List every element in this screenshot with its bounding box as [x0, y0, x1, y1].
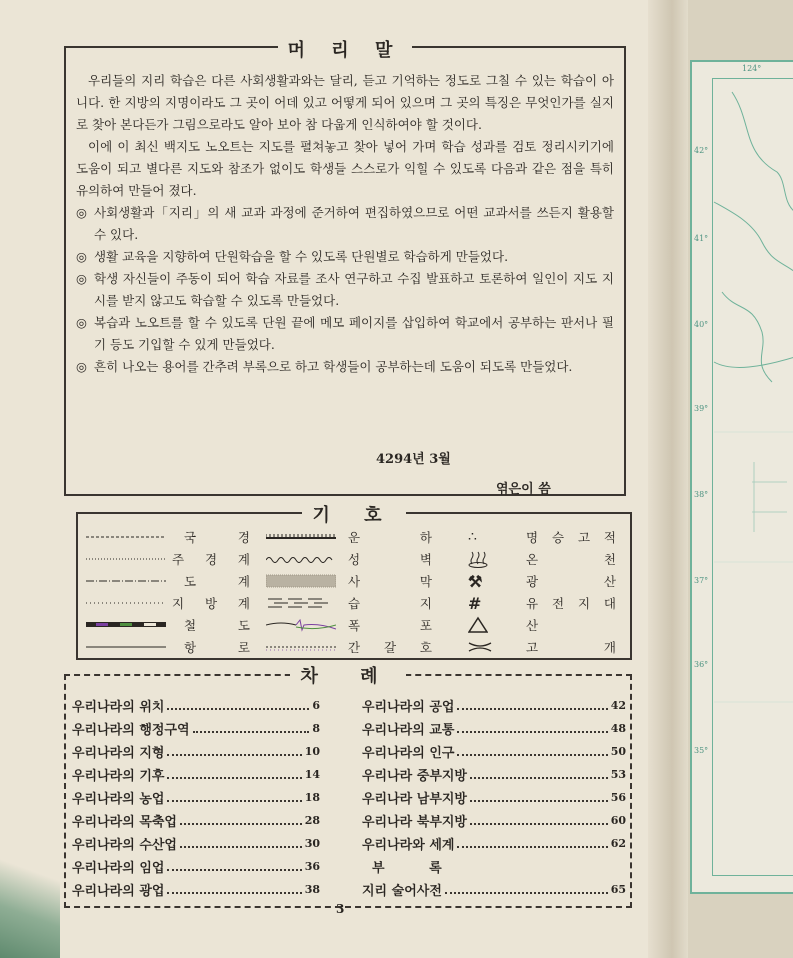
toc-item[interactable]: 우리나라의 목축업 28	[72, 814, 320, 830]
toc-page-number: 56	[610, 791, 626, 804]
bullet-mark-icon: ◎	[76, 271, 87, 286]
map-lat-label: 35°	[694, 746, 709, 755]
map-lon-label: 124°	[742, 64, 762, 73]
province-border-icon	[86, 554, 166, 564]
toc-appendix-heading: 부 록	[372, 861, 462, 876]
map-lat-label: 41°	[694, 234, 709, 243]
pass-icon	[468, 640, 492, 654]
preface-bullet: ◎ 흔히 나오는 용어를 간추려 부록으로 하고 학생들이 공부하는데 도움이 되도록 만들었다.	[76, 356, 614, 378]
legend-label: 습 지	[348, 596, 432, 611]
toc-item[interactable]: 우리나라의 농업 18	[72, 791, 320, 807]
preface-paragraph: 우리들의 지리 학습은 다른 사회생활과와는 달리, 듣고 기억하는 정도로 그칠 수 있는 학습이 아니다. 한 지방의 지명이라도 그 곳이 어데 있고 어떻게 되어 있으며 그 곳의 특징은 무엇인가를 실지로 찾아 본다든가 그림으로라도 알아 보아 참 다웁게 인식하여야 할 것이다.	[76, 73, 614, 132]
toc-item[interactable]: 우리나라의 공업 42	[362, 699, 626, 715]
page-fold	[648, 0, 688, 958]
legend-label: 광 산	[526, 574, 616, 589]
preface-author: 엮은이 씀	[496, 482, 551, 497]
toc-page-number: 30	[304, 837, 320, 850]
hot-spring-icon	[468, 550, 488, 568]
toc-item[interactable]: 우리나라의 기후 14	[72, 768, 320, 784]
toc-page-number: 53	[610, 768, 626, 781]
border-line-icon	[86, 532, 166, 542]
toc-right-column	[362, 694, 626, 901]
preface-bullet: ◎ 사회생활과「지리」의 새 교과 과정에 준거하여 편집하였으므로 어떤 교과서를 쓰든지 활용할 수 있다.	[76, 202, 614, 246]
province-line-icon	[86, 576, 166, 586]
toc-item[interactable]: 우리나라의 지형 10	[72, 745, 320, 761]
oil-field-icon: #	[468, 593, 482, 613]
legend-label: 지 방 계	[172, 596, 250, 611]
legend-label: 온 천	[526, 552, 616, 567]
toc-page-number: 6	[312, 699, 320, 712]
preface-date: 4294년 3월	[376, 452, 451, 467]
waterfall-icon	[266, 618, 336, 632]
toc-item[interactable]: 우리나라와 세계 62	[362, 837, 626, 853]
toc-page-number: 42	[610, 699, 626, 712]
map-lat-label: 38°	[694, 490, 709, 499]
historic-site-icon: ∴	[468, 529, 477, 545]
map-lat-label: 40°	[694, 320, 709, 329]
legend-label: 명 승 고 적	[526, 530, 616, 545]
preface-bullet: ◎ 복습과 노오트를 할 수 있도록 단원 끝에 메모 페이지를 삽입하여 학교에서 공부하는 판서나 필기 등도 기입할 수 있게 만들었다.	[76, 312, 614, 356]
map-lat-label: 37°	[694, 576, 709, 585]
map-lat-label: 36°	[694, 660, 709, 669]
sea-route-icon	[86, 642, 166, 652]
legend-label: 폭 포	[348, 618, 432, 633]
toc-page-number: 14	[304, 768, 320, 781]
toc-page-number: 50	[610, 745, 626, 758]
bullet-mark-icon: ◎	[76, 249, 87, 264]
toc-page-number: 10	[304, 745, 320, 758]
toc-page-number: 36	[304, 860, 320, 873]
map-rivers	[692, 62, 793, 892]
toc-title: 차 례	[290, 666, 405, 687]
legend-label: 항 로	[184, 640, 250, 655]
preface-title: 머 리 말	[278, 40, 413, 61]
toc-item[interactable]: 우리나라의 수산업 30	[72, 837, 320, 853]
legend-title: 기 호	[302, 505, 405, 526]
legend-box	[76, 505, 632, 660]
toc-item[interactable]: 지리 술어사전 65	[362, 883, 626, 899]
map-fragment	[690, 60, 793, 894]
legend-label: 국 경	[184, 530, 250, 545]
bullet-mark-icon: ◎	[76, 359, 87, 374]
canal-icon	[266, 532, 336, 542]
legend-label: 철 도	[184, 618, 250, 633]
toc-item[interactable]: 우리나라의 임업 36	[72, 860, 320, 876]
toc-page-number: 8	[312, 722, 320, 735]
paper-stain	[0, 848, 60, 958]
toc-page-number: 38	[304, 883, 320, 896]
legend-label: 운 하	[348, 530, 432, 545]
preface-paragraph: 이에 이 최신 백지도 노오트는 지도를 펼쳐놓고 찾아 넣어 가며 학습 성과를 검토 정리시키기에 도움이 되고 별다른 지도와 참조가 없이도 학생들 스스로가 익힐 수 있도록 다음과 같은 점을 특히 유의하여 만들어 졌다.	[76, 139, 614, 198]
mine-icon: ⚒	[468, 571, 483, 591]
fortress-wall-icon	[266, 554, 336, 564]
toc-item[interactable]: 우리나라의 행정구역 8	[72, 722, 320, 738]
toc-page-number: 65	[610, 883, 626, 896]
toc-page-number: 18	[304, 791, 320, 804]
bullet-mark-icon: ◎	[76, 205, 87, 220]
dry-lake-icon	[266, 642, 336, 652]
preface-bullet: ◎ 생활 교육을 지향하여 단원학습을 할 수 있도록 단원별로 학습하게 만들었다.	[76, 246, 614, 268]
toc-page-number: 28	[304, 814, 320, 827]
preface-bullet: ◎ 학생 자신들이 주동이 되어 학습 자료를 조사 연구하고 수집 발표하고 토론하여 일인이 지도 지시를 받지 않고도 학습할 수 있도록 만들었다.	[76, 268, 614, 312]
toc-item[interactable]: 우리나라의 교통 48	[362, 722, 626, 738]
desert-icon	[266, 574, 336, 588]
legend-label: 성 벽	[348, 552, 432, 567]
legend-label: 유 전 지 대	[526, 596, 616, 611]
railway-icon	[86, 620, 166, 630]
mountain-icon	[468, 616, 488, 634]
page-number: 3	[336, 902, 345, 916]
regional-border-icon	[86, 598, 166, 608]
preface-box	[64, 40, 626, 497]
legend-label: 고 개	[526, 640, 616, 655]
toc-page-number: 62	[610, 837, 626, 850]
legend-label: 간 갈 호	[348, 640, 432, 655]
toc-page-number: 60	[610, 814, 626, 827]
toc-item[interactable]: 우리나라의 위치 6	[72, 699, 320, 715]
legend-label: 산	[526, 618, 539, 633]
toc-item[interactable]: 우리나라 중부지방 53	[362, 768, 626, 784]
legend-label: 주 경 계	[172, 552, 250, 567]
map-lat-label: 39°	[694, 404, 709, 413]
legend-label: 도 계	[184, 574, 250, 589]
map-lat-label: 42°	[694, 146, 709, 155]
toc-page-number: 48	[610, 722, 626, 735]
toc-item[interactable]: 우리나라의 광업 38	[72, 883, 320, 899]
toc-item[interactable]: 우리나라의 인구 50	[362, 745, 626, 761]
legend-label: 사 막	[348, 574, 432, 589]
marsh-icon	[266, 596, 336, 610]
toc-box	[64, 666, 632, 908]
toc-left-column	[72, 694, 320, 901]
bullet-mark-icon: ◎	[76, 315, 87, 330]
toc-item[interactable]: 우리나라 남부지방 56	[362, 791, 626, 807]
toc-item[interactable]: 우리나라 북부지방 60	[362, 814, 626, 830]
preface-body	[76, 70, 614, 378]
